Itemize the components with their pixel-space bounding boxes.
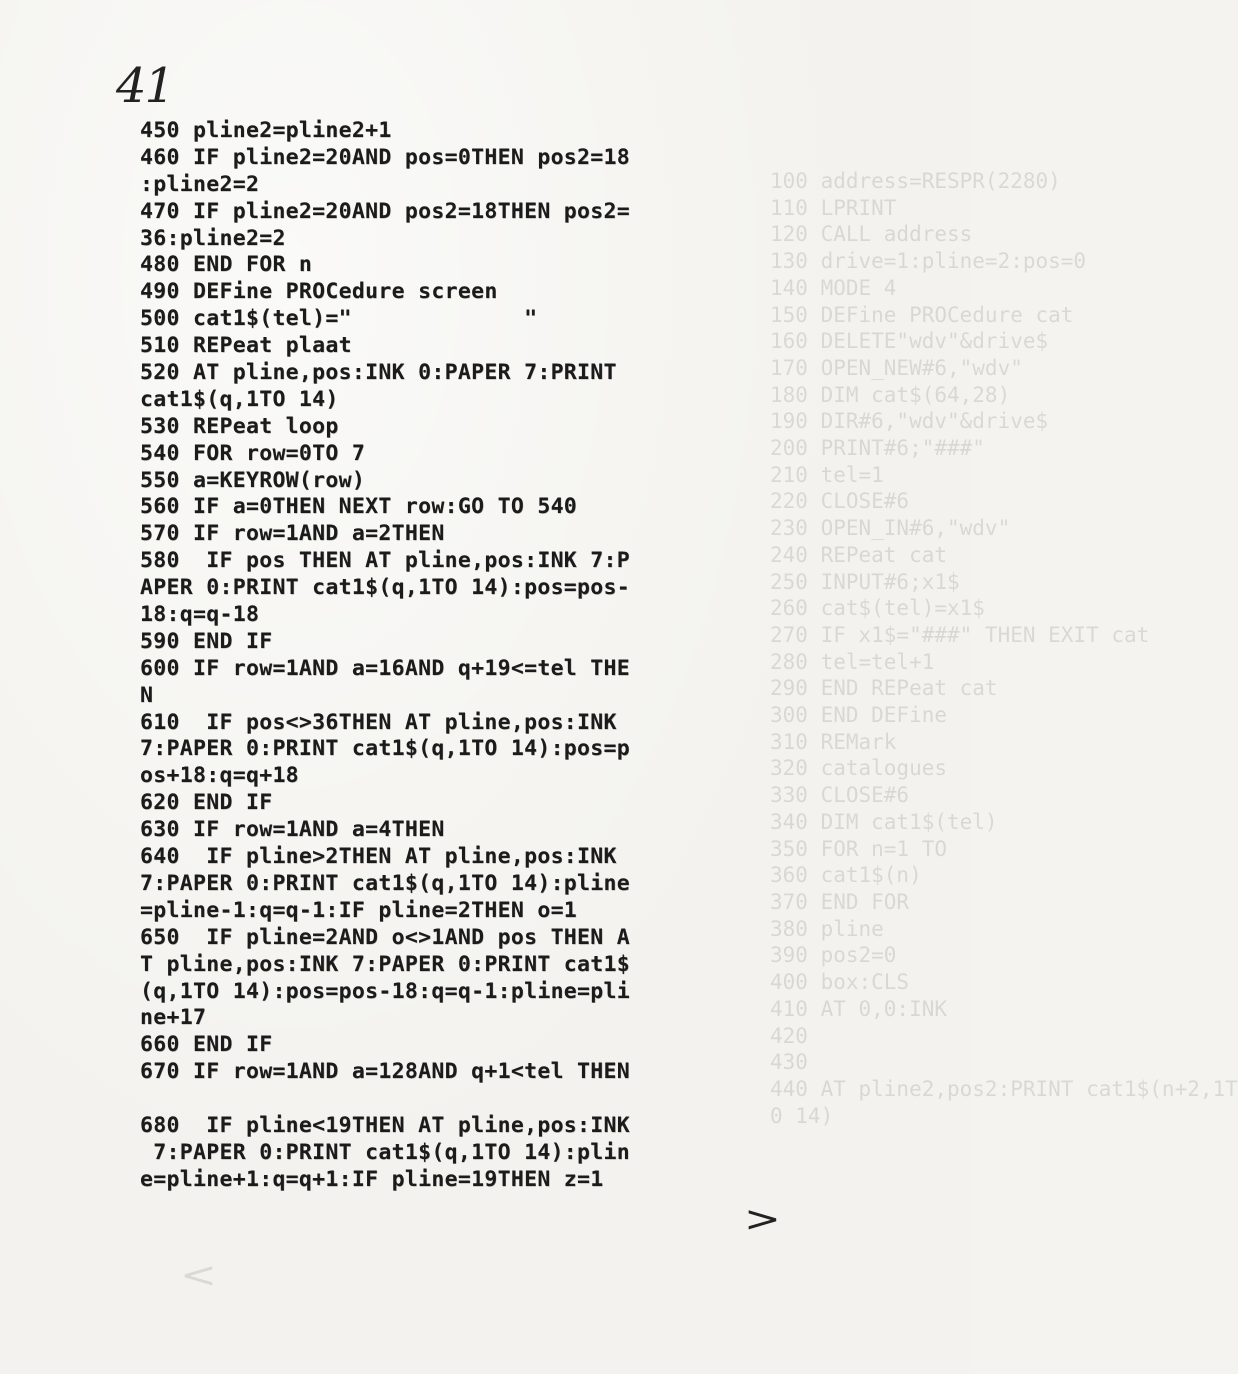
- ghost-line: 100 address=RESPR(2280): [770, 169, 1061, 193]
- code-line: 18:q=q-18: [140, 602, 260, 628]
- code-line: 450 pline2=pline2+1: [140, 118, 392, 143]
- ghost-line: 170 OPEN_NEW#6,"wdv": [770, 355, 1023, 380]
- ghost-line: 250 INPUT#6;x1$: [770, 569, 960, 594]
- ghost-line: 280 tel=tel+1: [770, 649, 935, 674]
- code-line: e=pline+1:q=q+1:IF pline=19THEN z=1: [140, 1166, 604, 1192]
- code-line: 620 END IF: [140, 790, 273, 816]
- ghost-line: 300 END DEFine: [770, 703, 948, 728]
- code-line: 580 IF pos THEN AT pline,pos:INK 7:P: [140, 548, 631, 574]
- continue-arrow-icon: >: [744, 1199, 781, 1240]
- ghost-line: 190 DIR#6,"wdv"&drive$: [770, 409, 1049, 434]
- ghost-line: 140 MODE 4: [770, 275, 897, 300]
- ghost-line: 260 cat$(tel)=x1$: [770, 596, 985, 621]
- ghost-line: 290 END REPeat cat: [770, 676, 998, 701]
- ghost-arrow-icon: <: [180, 1255, 217, 1296]
- bleed-through-text: [770, 168, 1238, 1129]
- ghost-line: 430: [770, 1050, 808, 1075]
- code-line: APER 0:PRINT cat1$(q,1TO 14):pos=pos-: [140, 575, 631, 601]
- code-line: 650 IF pline=2AND o<>1AND pos THEN A: [140, 924, 631, 950]
- ghost-line: 160 DELETE"wdv"&drive$: [770, 329, 1049, 354]
- ghost-line: 330 CLOSE#6: [770, 783, 910, 808]
- ghost-line: 380 pline: [770, 916, 884, 941]
- code-line: 470 IF pline2=20AND pos2=18THEN pos2=: [140, 198, 631, 224]
- code-line: 460 IF pline2=20AND pos=0THEN pos2=18: [140, 144, 631, 170]
- code-line: 640 IF pline>2THEN AT pline,pos:INK: [140, 844, 617, 870]
- code-line: 610 IF pos<>36THEN AT pline,pos:INK: [140, 709, 617, 735]
- code-line: 530 REPeat loop: [140, 413, 339, 439]
- ghost-line: 230 OPEN_IN#6,"wdv": [770, 516, 1011, 541]
- code-line: 480 END FOR n: [140, 252, 313, 278]
- code-line: 520 AT pline,pos:INK 0:PAPER 7:PRINT: [140, 360, 617, 386]
- ghost-line: 0 14): [770, 1103, 834, 1128]
- code-line: 7:PAPER 0:PRINT cat1$(q,1TO 14):pline: [140, 870, 631, 896]
- code-line: 660 END IF: [140, 1032, 273, 1058]
- ghost-line: 240 REPeat cat: [770, 542, 948, 567]
- code-line: 510 REPeat plaat: [140, 333, 352, 359]
- code-line: 540 FOR row=0TO 7: [140, 440, 366, 466]
- ghost-line: 320 catalogues: [770, 756, 948, 781]
- ghost-line: 360 cat1$(n): [770, 863, 922, 888]
- ghost-line: 350 FOR n=1 TO: [770, 836, 948, 861]
- page-number: 41: [116, 58, 174, 114]
- code-line: N: [140, 682, 154, 708]
- ghost-line: 150 DEFine PROCedure cat: [770, 302, 1074, 327]
- ghost-line: 400 box:CLS: [770, 970, 910, 995]
- code-line: 560 IF a=0THEN NEXT row:GO TO 540: [140, 494, 578, 520]
- code-line: 36:pline2=2: [140, 225, 286, 251]
- code-line: :pline2=2: [140, 171, 260, 197]
- basic-program-listing: [140, 118, 780, 1194]
- ghost-line: 110 LPRINT: [770, 195, 897, 220]
- ghost-line: 200 PRINT#6;"###": [770, 436, 985, 461]
- ghost-line: 210 tel=1: [770, 462, 884, 487]
- ghost-line: 220 CLOSE#6: [770, 489, 910, 514]
- ghost-line: 390 pos2=0: [770, 943, 897, 968]
- ghost-line: 310 REMark: [770, 729, 897, 754]
- ghost-line: 270 IF x1$="###" THEN EXIT cat: [770, 622, 1150, 647]
- ghost-line: 370 END FOR: [770, 889, 910, 914]
- code-line: 550 a=KEYROW(row): [140, 467, 366, 493]
- code-line: 500 cat1$(tel)=" ": [140, 306, 538, 332]
- code-line: os+18:q=q+18: [140, 763, 299, 789]
- code-line: ne+17: [140, 1005, 207, 1031]
- ghost-line: 180 DIM cat$(64,28): [770, 382, 1011, 407]
- code-line: 570 IF row=1AND a=2THEN: [140, 521, 445, 547]
- code-line: T pline,pos:INK 7:PAPER 0:PRINT cat1$: [140, 951, 631, 977]
- code-line: =pline-1:q=q-1:IF pline=2THEN o=1: [140, 897, 578, 923]
- ghost-line: 410 AT 0,0:INK: [770, 996, 948, 1021]
- code-line: [140, 1086, 780, 1113]
- code-line: (q,1TO 14):pos=pos-18:q=q-1:pline=pli: [140, 978, 631, 1004]
- ghost-line: 420: [770, 1023, 808, 1048]
- ghost-line: 340 DIM cat1$(tel): [770, 809, 998, 834]
- code-line: 7:PAPER 0:PRINT cat1$(q,1TO 14):plin: [140, 1139, 631, 1165]
- ghost-line: 120 CALL address: [770, 222, 973, 247]
- ghost-line: 440 AT pline2,pos2:PRINT cat1$(n+2,1T: [770, 1076, 1238, 1101]
- code-line: 490 DEFine PROCedure screen: [140, 279, 498, 305]
- code-line: 600 IF row=1AND a=16AND q+19<=tel THE: [140, 655, 631, 681]
- code-line: 590 END IF: [140, 628, 273, 654]
- code-line: 630 IF row=1AND a=4THEN: [140, 817, 445, 843]
- code-line: 680 IF pline<19THEN AT pline,pos:INK: [140, 1112, 631, 1138]
- code-line: 670 IF row=1AND a=128AND q+1<tel THEN: [140, 1059, 631, 1085]
- code-line: 7:PAPER 0:PRINT cat1$(q,1TO 14):pos=p: [140, 736, 631, 762]
- code-line: cat1$(q,1TO 14): [140, 386, 339, 412]
- ghost-line: 130 drive=1:pline=2:pos=0: [770, 249, 1087, 274]
